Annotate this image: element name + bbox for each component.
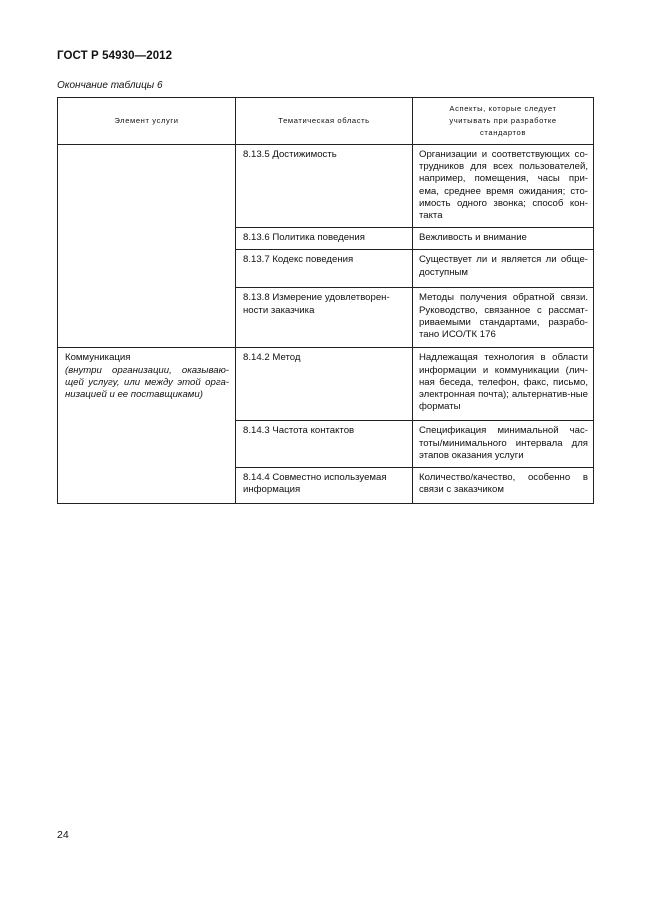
table-row [58, 348, 594, 421]
topic-cell: 8.13.5 Достижимость [236, 145, 413, 228]
aspects-cell: Организации и соответствующих со-трудников для всех пользователей, например, помещения, часы при-ема, среднее время ожидания; сто-имость одного звонка; способ кон-такта [413, 145, 594, 228]
aspects-cell: Методы получения обратной связи. Руководство, связанное с рассмат-риваемыми стандартами, разрабо-тано ИСО/ТК 176 [413, 288, 594, 348]
element-note: (внутри организации, оказываю-щей услугу, или между этой орга-низацией и ее поставщиками) [65, 364, 229, 401]
topic-cell: 8.14.3 Частота контактов [236, 421, 413, 468]
aspects-cell: Существует ли и является ли обще-доступным [413, 250, 594, 288]
topic-cell: 8.13.8 Измерение удовлетворен-ности заказчика [236, 288, 413, 348]
aspects-cell: Вежливость и внимание [413, 228, 594, 250]
topic-cell: 8.14.2 Метод [236, 348, 413, 421]
element-title: Коммуникация [65, 352, 131, 364]
aspects-cell: Надлежащая технология в области информации и коммуникации (лич-ная беседа, телефон, факс, письмо, электронная почта); альтернатив-ные форматы [413, 348, 594, 421]
aspects-cell: Количество/качество, особенно в связи с заказчиком [413, 468, 594, 504]
column-header-topic: Тематическая область [236, 98, 413, 145]
element-cell-communication [58, 348, 236, 504]
column-header-aspects: Аспекты, которые следует учитывать при разработке стандартов [413, 98, 594, 145]
element-cell-empty [58, 145, 236, 348]
table-header-row [58, 98, 594, 145]
table-caption: Окончание таблицы 6 [57, 80, 163, 91]
topic-cell: 8.13.6 Политика поведения [236, 228, 413, 250]
topic-cell: 8.14.4 Совместно используемая информация [236, 468, 413, 504]
document-header: ГОСТ Р 54930—2012 [57, 50, 173, 62]
aspects-cell: Спецификация минимальной час-тоты/минимального интервала для этапов оказания услуги [413, 421, 594, 468]
page-number: 24 [57, 829, 69, 841]
standards-table [57, 97, 594, 504]
topic-cell: 8.13.7 Кодекс поведения [236, 250, 413, 288]
table-row [58, 145, 594, 228]
column-header-element: Элемент услуги [58, 98, 236, 145]
